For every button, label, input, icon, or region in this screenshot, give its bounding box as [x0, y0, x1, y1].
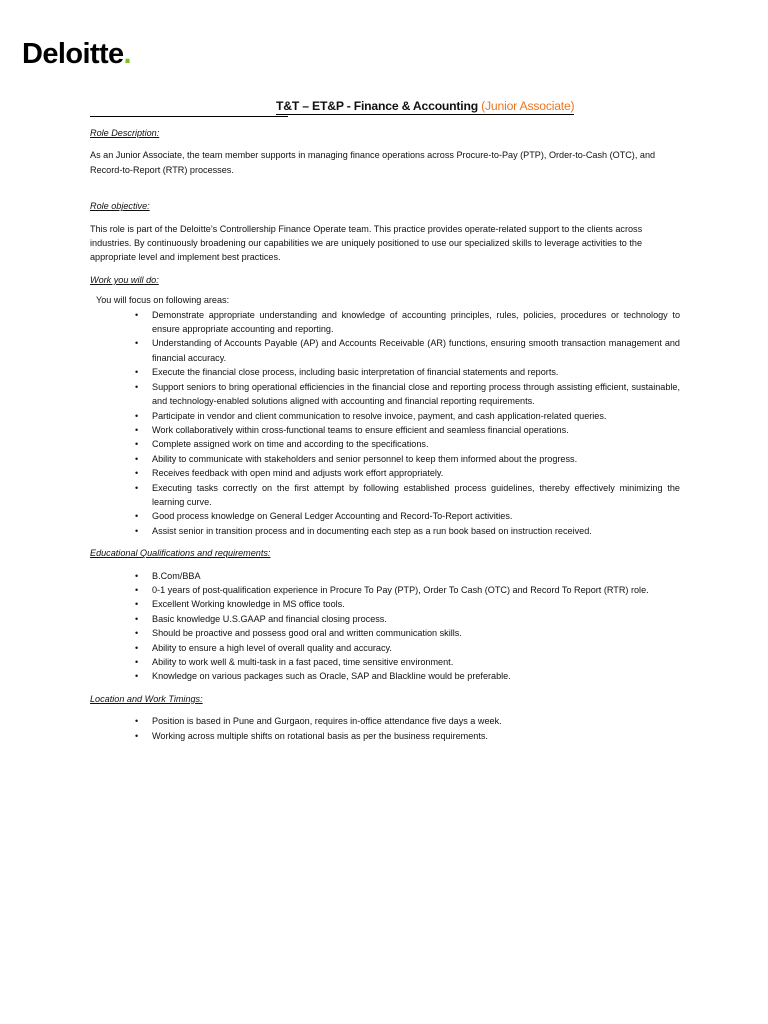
location-list — [90, 714, 680, 743]
bullet-icon: • — [135, 642, 139, 653]
bullet-icon: • — [135, 671, 139, 682]
work-list-item — [135, 409, 680, 423]
work-list-item — [135, 423, 680, 437]
work-list-item — [135, 452, 680, 466]
work-list-item — [135, 336, 680, 365]
bullet-icon: • — [135, 570, 139, 581]
bullet-icon: • — [135, 525, 139, 536]
work-intro: You will focus on following areas: — [96, 295, 230, 306]
work-list-item — [135, 365, 680, 379]
education-list-item — [135, 583, 680, 597]
document-title-row — [90, 99, 680, 117]
education-list-item — [135, 626, 680, 640]
education-list-item-text: Ability to work well & multi-task in a fast paced, time sensitive environment. — [152, 657, 454, 667]
education-heading: Educational Qualifications and requirements: — [90, 548, 271, 559]
bullet-icon: • — [135, 628, 139, 639]
bullet-icon: • — [135, 309, 139, 320]
work-list-item — [135, 524, 680, 538]
bullet-icon: • — [135, 453, 139, 464]
education-list-item-text: Ability to ensure a high level of overall quality and accuracy. — [152, 642, 392, 653]
work-list-item — [135, 437, 680, 451]
title-level-accent: (Junior Associate) — [481, 99, 575, 113]
work-list-item-text: Executing tasks correctly on the first attempt by following established process guidelines, thereby effectively minimizing the learning curve. — [152, 482, 680, 507]
education-list-item — [135, 655, 680, 669]
work-list-item — [135, 308, 680, 337]
location-list-item — [135, 714, 680, 728]
bullet-icon: • — [135, 730, 139, 741]
bullet-icon: • — [135, 424, 139, 435]
bullet-icon: • — [135, 599, 139, 610]
education-list-item-text: Should be proactive and possess good oral and written communication skills. — [152, 628, 462, 639]
work-list-item-text: Complete assigned work on time and according to the specifications. — [152, 439, 429, 450]
work-list-item-text: Receives feedback with open mind and adjusts work effort appropriately. — [152, 468, 444, 479]
bullet-icon: • — [135, 511, 139, 522]
work-list-item-text: Demonstrate appropriate understanding and knowledge of accounting principles, rules, policies, procedures or technology to ensure appropriate accounting and reporting. — [152, 309, 680, 335]
work-list-item — [135, 466, 680, 480]
bullet-icon: • — [135, 716, 139, 727]
bullet-icon: • — [135, 439, 139, 450]
work-list-item-text: Execute the financial close process, including basic interpretation of financial statements and reports. — [152, 367, 559, 378]
location-list-item — [135, 729, 680, 743]
bullet-icon: • — [135, 338, 139, 349]
location-list-item-text: Position is based in Pune and Gurgaon, requires in-office attendance five days a week. — [152, 716, 502, 727]
work-list-item-text: Understanding of Accounts Payable (AP) and Accounts Receivable (AR) functions, ensuring smooth transaction management and financial accuracy. — [152, 338, 680, 363]
education-list-item-text: Knowledge on various packages such as Oracle, SAP and Blackline would be preferable. — [152, 671, 511, 682]
document-title: T&T – ET&P - Finance & Accounting (Junior Associate) — [276, 99, 575, 113]
location-heading: Location and Work Timings: — [90, 693, 203, 704]
deloitte-logo: Deloitte. — [22, 38, 132, 70]
bullet-icon: • — [135, 381, 139, 392]
role-description-heading: Role Description: — [90, 128, 160, 138]
bullet-icon: • — [135, 613, 139, 624]
document-body — [90, 126, 680, 743]
work-list-item-text: Good process knowledge on General Ledger Accounting and Record-To-Report activities. — [152, 511, 513, 522]
education-list-item-text: Basic knowledge U.S.GAAP and financial closing process. — [152, 613, 387, 624]
work-list-item-text: Participate in vendor and client communication to resolve invoice, payment, and cash application-related queries. — [152, 410, 607, 421]
bullet-icon: • — [135, 367, 139, 378]
education-list-item — [135, 612, 680, 626]
education-list-item — [135, 569, 680, 583]
education-list-item — [135, 597, 680, 611]
work-list-item-text: Support seniors to bring operational efficiencies in the financial close and reporting process through assisting efficient, sustainable, and technology-enabled solutions aligned with accounting and financial reporting requirements. — [152, 381, 680, 407]
location-list-item-text: Working across multiple shifts on rotational basis as per the business requirements. — [152, 730, 488, 741]
bullet-icon: • — [135, 410, 139, 421]
bullet-icon: • — [135, 482, 139, 493]
role-objective-body: This role is part of the Deloitte’s Controllership Finance Operate team. This practice provides operate-related support to the clients across industries. By continuously broadening our capabilities we are uniquely positioned to use our specialized skills to leverage activities to the appropriate level and implement best practices. — [90, 223, 643, 263]
work-heading: Work you will do: — [90, 274, 159, 285]
work-list-item — [135, 380, 680, 409]
title-rule — [90, 116, 288, 117]
education-list-item-text: Excellent Working knowledge in MS office tools. — [152, 599, 345, 610]
work-list-item-text: Work collaboratively within cross-functional teams to ensure efficient and seamless financial operations. — [152, 424, 569, 435]
work-list-item-text: Ability to communicate with stakeholders and senior personnel to keep them informed about the progress. — [152, 453, 578, 464]
education-list — [90, 569, 680, 684]
role-objective-heading: Role objective: — [90, 201, 150, 212]
education-list-item-text: B.Com/BBA — [152, 570, 201, 581]
role-description-body: As an Junior Associate, the team member supports in managing finance operations across Procure-to-Pay (PTP), Order-to-Cash (OTC), and Record-to-Report (RTR) processes. — [90, 150, 656, 175]
work-list — [90, 308, 680, 539]
bullet-icon: • — [135, 468, 139, 479]
bullet-icon: • — [135, 657, 139, 667]
education-list-item — [135, 641, 680, 655]
work-list-item — [135, 481, 680, 510]
work-list-item-text: Assist senior in transition process and in documenting each step as a run book based on instruction received. — [152, 525, 592, 536]
bullet-icon: • — [135, 584, 139, 595]
work-list-item — [135, 509, 680, 523]
education-list-item-text: 0-1 years of post-qualification experience in Procure To Pay (PTP), Order To Cash (OTC) and Record To Report (RTR) role. — [152, 584, 649, 595]
education-list-item — [135, 669, 680, 683]
